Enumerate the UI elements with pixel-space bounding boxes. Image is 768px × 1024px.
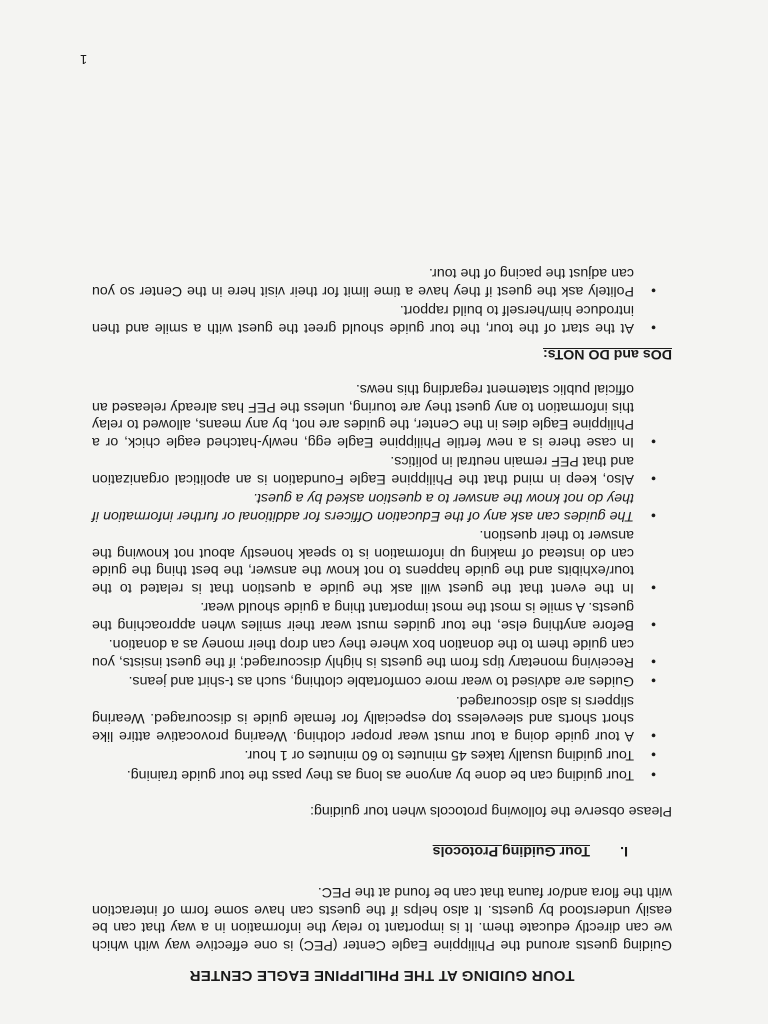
list-item: • Tour guiding usually takes 45 minutes to 60 minutes or 1 hour. — [92, 746, 672, 764]
list-item: • The guides can ask any of the Education Officers for additional or further information if they do not know the answer to a question asked by a guest. — [92, 489, 672, 524]
list-item: • Also, keep in mind that the Philippine Eagle Foundation is an apolitical organization and that PEF remain neutral in politics. — [92, 452, 672, 487]
list-item: • Before anything else, the tour guides must wear their smiles when approaching the guests. A smile is most the most important thing a guide should wear. — [92, 598, 672, 633]
list-item: • Receiving monetary tips from the guests is highly discouraged; if the guest insists, you can guide them to the donation box where they can drop their money as a donation. — [92, 635, 672, 670]
intro-paragraph: Guiding guests around the Philippine Eagle Center (PEC) is one effective way with which we can directly educate them. It is important to relay the information in a way that can be easily understood by guests. It also helps if the guests can have some form of interaction with the flora and/or fauna that can be found at the PEC. — [92, 884, 672, 953]
section-title: Tour Guiding Protocols — [432, 843, 590, 859]
list-item: • Politely ask the guest if they have a time limit for their visit here in the Center so you can adjust the pacing of the tour. — [92, 264, 672, 299]
list-item: • A tour guide doing a tour must wear proper clothing. Wearing provocative attire like short shorts and sleeveless top especially for female guide is discouraged. Wearing slippers is also discouraged. — [92, 692, 672, 745]
page-number: 1 — [80, 52, 88, 67]
list-item: • In the event that the guest will ask the guide a question that is related to the tour/exhibits and the guide happens to not know the answer, the best thing the guide can do instead of making up information is to speak honestly about not knowing the answer to their question. — [92, 526, 672, 596]
list-item: • At the start of the tour, the tour guide should greet the guest with a smile and then introduce him/herself to build rapport. — [92, 301, 672, 336]
document-body — [92, 262, 672, 984]
list-item: • Guides are advised to wear more comfortable clothing, such as t-shirt and jeans. — [92, 672, 672, 690]
dos-list — [92, 264, 672, 336]
protocols-lead: Please observe the following protocols when tour guiding: — [309, 803, 672, 819]
list-item: • In case there is a new fertile Philippine Eagle egg, newly-hatched eagle chick, or a Philippine Eagle dies in the Center, the guides are not, by any means, allowed to relay this information to any guest they are touring, unless the PEF has already released an official public statement regarding this news. — [92, 380, 672, 450]
list-item: • Tour guiding can be done by anyone as long as they pass the tour guide training. — [92, 766, 672, 784]
section-number: I. — [620, 843, 628, 859]
section-heading — [92, 843, 628, 859]
protocols-list — [92, 380, 672, 783]
page-title: TOUR GUIDING AT THE PHILIPPINE EAGLE CENTER — [189, 967, 575, 984]
dos-heading: DOs and DO NOTs: — [542, 346, 672, 362]
